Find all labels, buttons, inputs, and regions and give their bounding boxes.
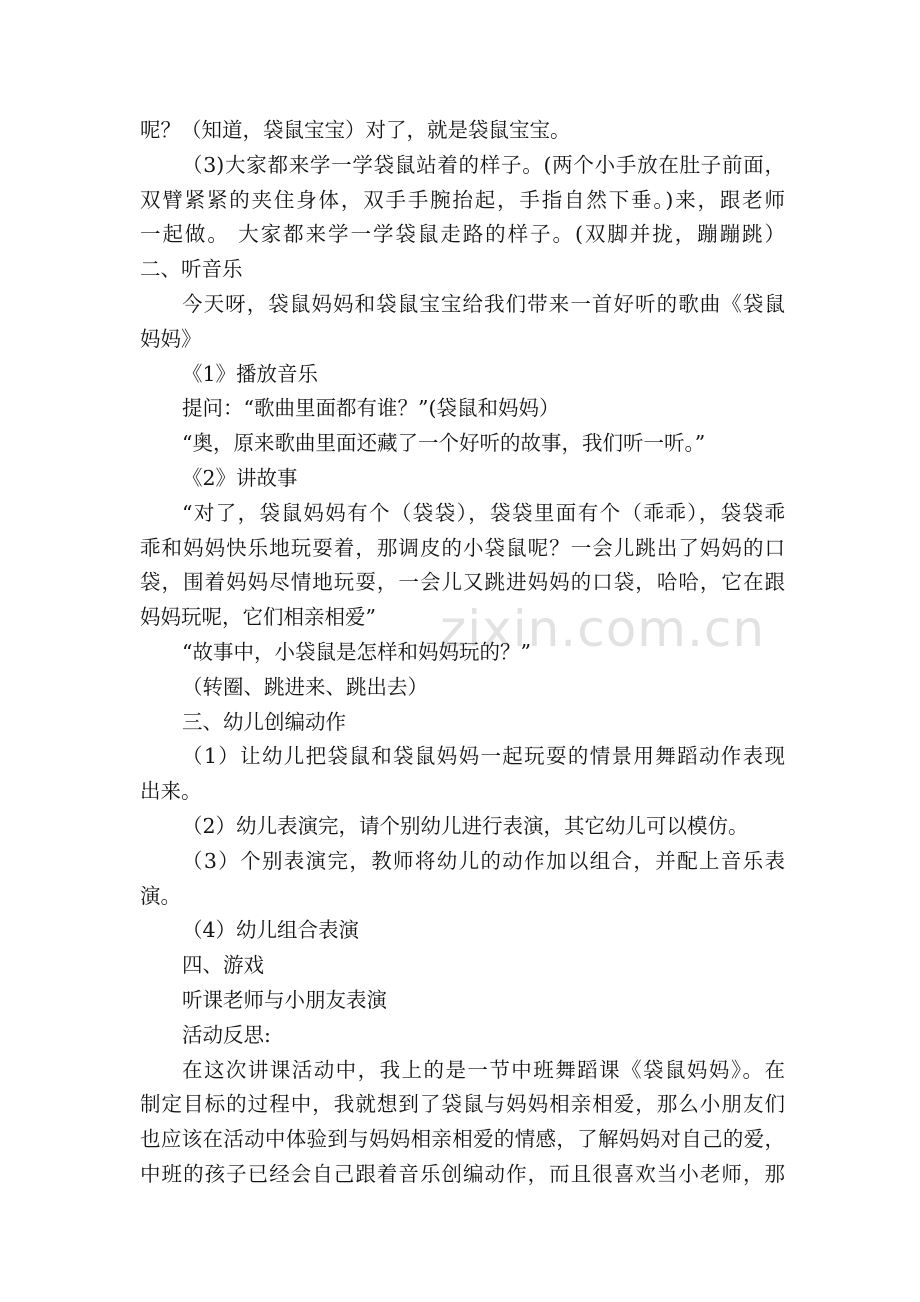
text-line: 在这次讲课活动中，我上的是一节中班舞蹈课《袋鼠妈妈》。在	[182, 1057, 785, 1082]
text-line: “奥，原来歌曲里面还藏了一个好听的故事，我们听一听。”	[182, 431, 706, 456]
text-line: “对了，袋鼠妈妈有个（袋袋），袋袋里面有个（乖乖），袋袋乖	[182, 500, 785, 525]
text-line: （4）幼儿组合表演	[182, 918, 360, 943]
text-line: 出来。	[140, 779, 202, 804]
text-line: 活动反思:	[182, 1022, 271, 1047]
text-line: （3)大家都来学一学袋鼠站着的样子。(两个小手放在肚子前面，	[182, 152, 785, 177]
section-heading: 四、游戏	[182, 953, 264, 978]
text-line: 《2》讲故事	[182, 465, 298, 490]
text-line: 听课老师与小朋友表演	[182, 987, 387, 1012]
text-line: 演。	[140, 883, 181, 908]
text-line: 提问：“歌曲里面都有谁？”(袋鼠和妈妈）	[182, 396, 560, 421]
text-line: 袋，围着妈妈尽情地玩耍，一会儿又跳进妈妈的口袋，哈哈，它在跟	[140, 570, 785, 595]
text-line: 双臂紧紧的夹住身体，双手手腕抬起，手指自然下垂。)来，跟老师	[140, 187, 785, 212]
text-line: “故事中，小袋鼠是怎样和妈妈玩的？”	[182, 639, 531, 664]
text-line: 妈妈玩呢，它们相亲相爱”	[140, 605, 376, 630]
text-line: （2）幼儿表演完，请个别幼儿进行表演，其它幼儿可以模仿。	[182, 813, 749, 838]
text-line: 制定目标的过程中，我就想到了袋鼠与妈妈相亲相爱，那么小朋友们	[140, 1092, 785, 1117]
watermark: zixin.com.cn	[440, 600, 766, 658]
text-line: （3）个别表演完，教师将幼儿的动作加以组合，并配上音乐表	[182, 848, 785, 873]
text-line: 今天呀，袋鼠妈妈和袋鼠宝宝给我们带来一首好听的歌曲《袋鼠	[182, 291, 785, 316]
text-line: 中班的孩子已经会自己跟着音乐创编动作，而且很喜欢当小老师，那	[140, 1161, 785, 1186]
body-text	[140, 113, 785, 1192]
text-line: 呢？（知道，袋鼠宝宝）对了，就是袋鼠宝宝。	[140, 118, 571, 142]
section-heading: 二、听音乐	[140, 257, 243, 282]
text-line: 妈妈》	[140, 326, 202, 351]
section-heading: 三、幼儿创编动作	[182, 709, 346, 734]
text-line: 乖和妈妈快乐地玩耍着，那调皮的小袋鼠呢？一会儿跳出了妈妈的口	[140, 535, 785, 560]
text-line: 一起做。 大家都来学一学袋鼠走路的样子。(双脚并拢，蹦蹦跳）	[140, 222, 785, 247]
text-line: （转圈、跳进来、跳出去）	[182, 674, 428, 699]
text-line: （1）让幼儿把袋鼠和袋鼠妈妈一起玩耍的情景用舞蹈动作表现	[182, 744, 785, 769]
text-line: 也应该在活动中体验到与妈妈相亲相爱的情感，了解妈妈对自己的爱，	[140, 1127, 785, 1152]
text-line: 《1》播放音乐	[182, 361, 319, 386]
